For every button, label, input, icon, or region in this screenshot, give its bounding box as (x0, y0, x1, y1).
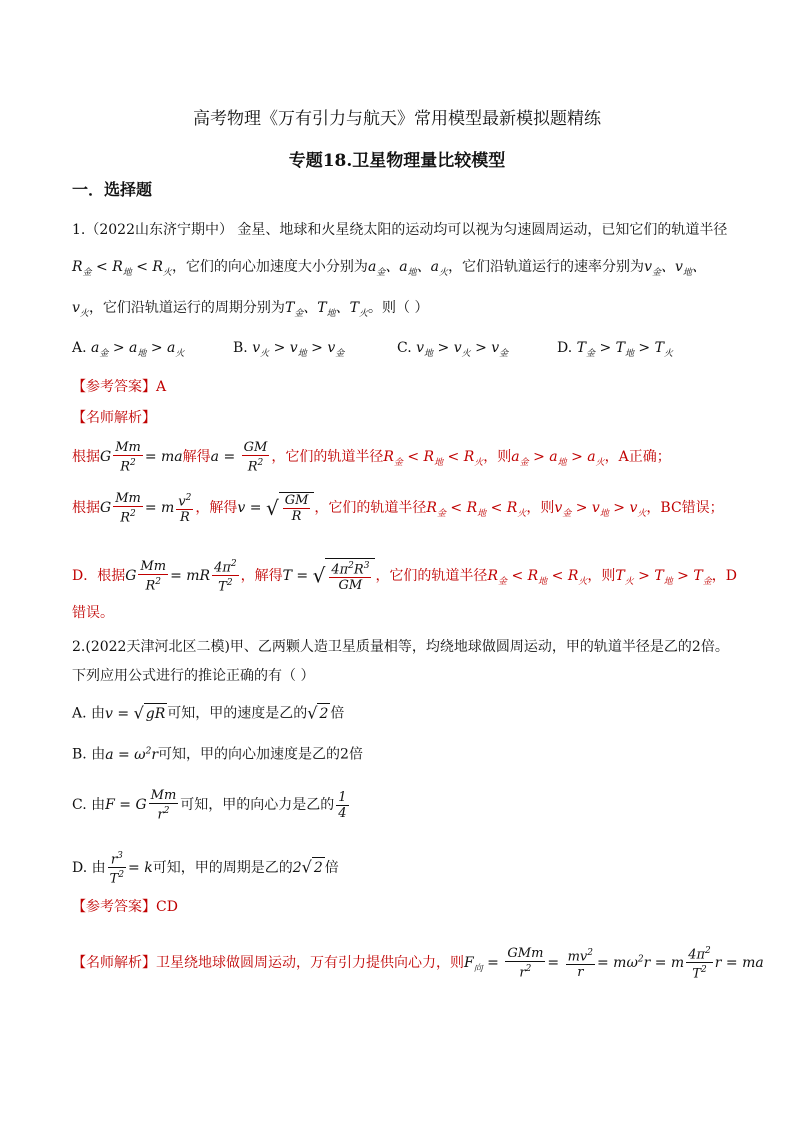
q1-analysis-line2: 根据G $\frac{Mm}{R^2}$ = m $\frac{v^2}{R}$ ，解得v = √ $\frac{GM}{R}$ ，它们的轨道半径$R_金 < R_地 < R_火$，则$v_金 > v_地 > v_火$，BC错误； (72, 491, 724, 526)
q2-stem-line1: 2.(2022天津河北区二模)甲、乙两颗人造卫星质量相等，均绕地球做圆周运动，甲的轨道半径是乙的2倍。 (72, 639, 729, 655)
q2-stem-line2: 下列应用公式进行的推论正确的有（ ） (72, 668, 315, 684)
q1-analysis-line3: D．根据G $\frac{Mm}{R^2}$ = mR $\frac{4\pi^2}{T^2}$ ，解得T = √ $\frac{4\pi^2R^3}{GM}$ ，它们的轨道半径$R_金 < R_地 < R_火$，则$T_火 > T_地 > T_金$，D (72, 558, 737, 595)
q1-answer: 【参考答案】A (72, 379, 167, 395)
q1-analysis-line4: 错误。 (72, 605, 114, 621)
q1-analysis-line1: 根据G $\frac{Mm}{R^2}$ = ma解得a = $\frac{GM}{R^2}$ ，它们的轨道半径$R_金 < R_地 < R_火$，则$a_金 > a_地 > a_火$，A正确； (72, 440, 671, 475)
q2-option-c: C. 由F = G $\frac{Mm}{r^2}$ 可知，甲的向心力是乙的 $\frac{1}{4}$ (72, 788, 347, 823)
q1-analysis-label: 【名师解析】 (72, 410, 156, 426)
q2-option-b: B. 由$a = \omega^2r$可知，甲的向心加速度是乙的2倍 (72, 746, 363, 763)
q1-stem-line2: $R_金 < R_地 < R_火$，它们的向心加速度大小分别为$a_金$、$a_地$、$a_火$，它们沿轨道运行的速率分别为$v_金$、$v_地$、 (72, 259, 706, 278)
document-title: 高考物理《万有引力与航天》常用模型最新模拟题精练 (193, 109, 601, 129)
q1-option-c: C. $v_地 > v_火 > v_金$ (397, 340, 509, 359)
q2-analysis: 【名师解析】卫星绕地球做圆周运动，万有引力提供向心力，则$F_向$ = $\frac{\text{GMm}}{r^2}$ = $\frac{mv^2}{r}$ = $m\omega^2r = m$ $\frac{4\pi^2}{T^2}$ r = ma (72, 945, 764, 982)
document-subtitle: 专题18.卫星物理量比较模型 (288, 151, 506, 171)
q1-option-b: B. $v_火 > v_地 > v_金$ (233, 340, 345, 359)
q2-answer: 【参考答案】CD (72, 899, 178, 915)
section-heading: 一．选择题 (72, 180, 153, 199)
q1-radius-relation: $R_金 < R_地 < R_火$ (72, 259, 172, 278)
q1-option-a: A. $a_金 > a_地 > a_火$ (72, 340, 185, 359)
q1-option-d: D. $T_金 > T_地 > T_火$ (557, 340, 673, 359)
q1-stem-line3: $v_火$，它们沿轨道运行的周期分别为$T_金$、$T_地$、$T_火$。则（ ） (72, 300, 429, 319)
q2-option-a: A. 由v = √ gR 可知，甲的速度是乙的√ 2 倍 (72, 703, 345, 723)
q1-stem-line1: 1.（2022山东济宁期中） 金星、地球和火星绕太阳的运动均可以视为匀速圆周运动，已知它们的轨道半径 (72, 222, 728, 238)
q2-option-d: D. 由 $\frac{r^3}{T^2}$ = k可知，甲的周期是乙的2√ 2 倍 (72, 851, 339, 887)
